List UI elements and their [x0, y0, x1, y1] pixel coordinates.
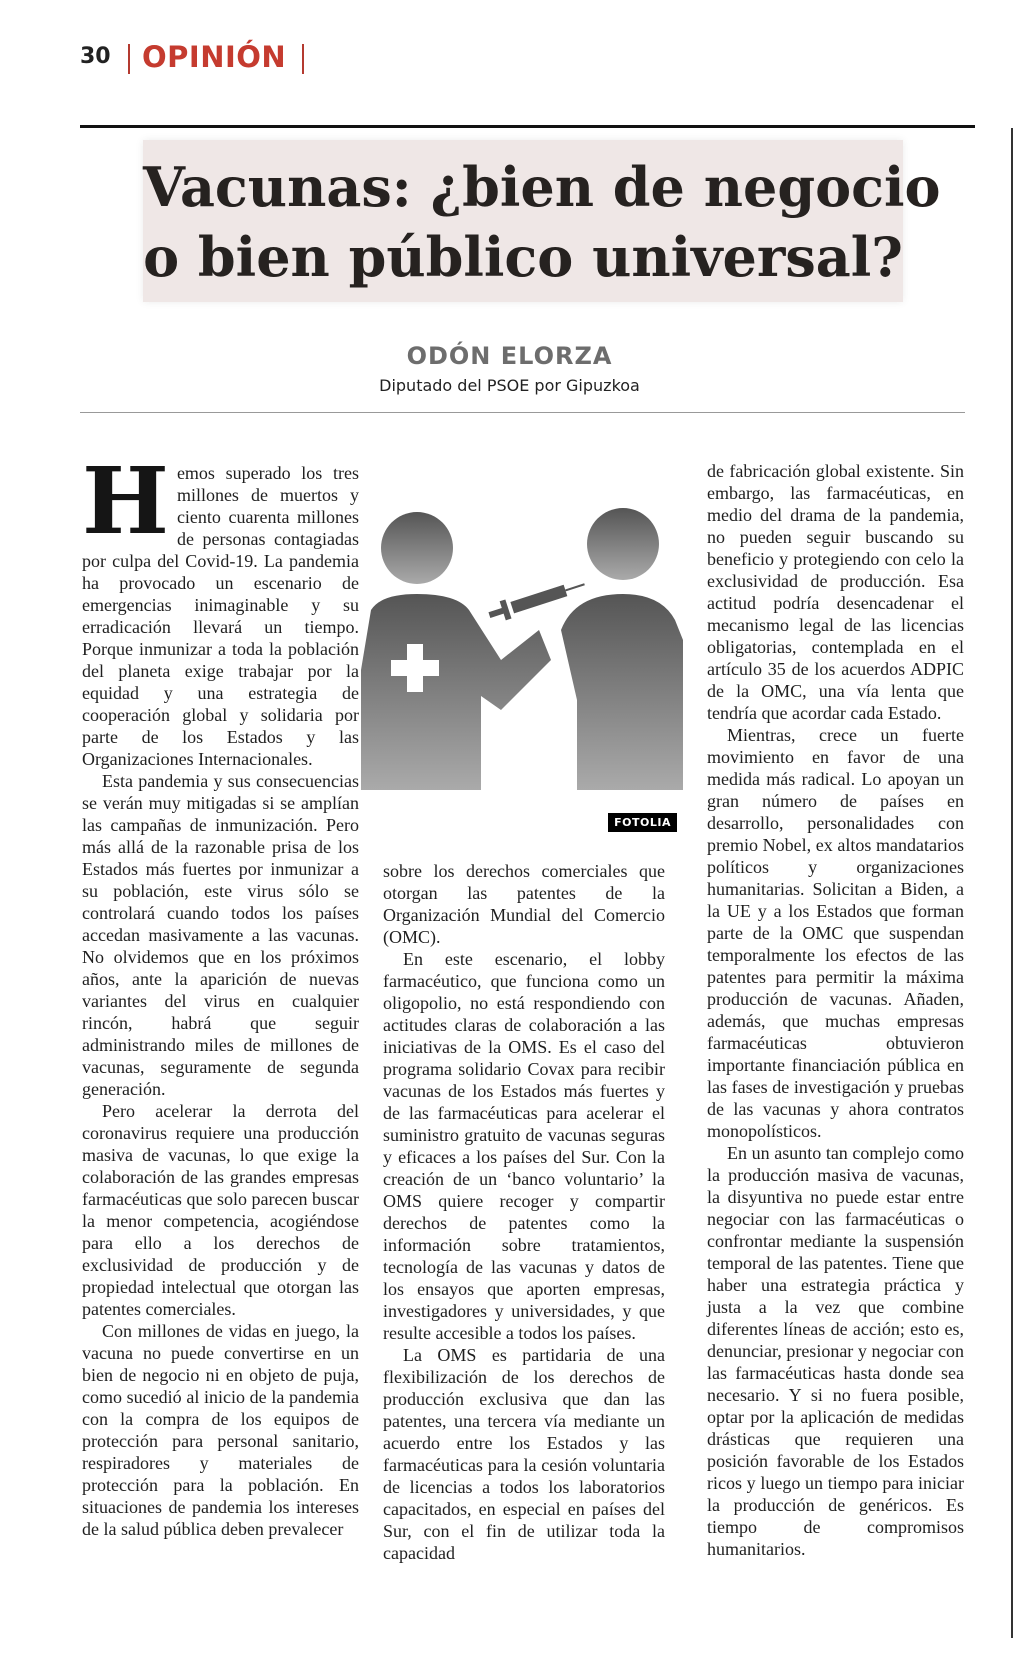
section-label: OPINIÓN	[142, 40, 287, 74]
doctor-head	[381, 512, 453, 584]
headline-box	[143, 140, 941, 302]
author-role: Diputado del PSOE por Gipuzkoa	[379, 376, 640, 395]
paragraph: Esta pandemia y sus consecuencias se verán muy mitigadas si se amplían las campañas de inmunización. Pero más allá de la razonable prisa de los Estados más fuertes por inmunizar a su población, este virus sólo se controlará cuando todos los países accedan masivamente a las vacunas. No olvidemos que en los próximos años, ante la aparición de nuevas variantes del virus en cualquier rincón, habrá que seguir administrando miles de millones de vacunas, seguramente de segunda generación.	[82, 771, 359, 1099]
article-column-1	[82, 447, 359, 1540]
headline: Vacunas: ¿bien de negocio	[143, 155, 941, 219]
article-column-3	[707, 460, 964, 1560]
headline: o bien público universal?	[143, 225, 903, 289]
paragraph: sobre los derechos comerciales que otorgan las patentes de la Organización Mundial del Comercio (OMC).	[383, 861, 665, 947]
paragraph: Pero acelerar la derrota del coronavirus requiere una producción masiva de vacunas, lo que exige la colaboración de las grandes empresas farmacéuticas que solo parecen buscar la menor competencia, acogiéndose para ello a los derechos de exclusividad de producción y de propiedad intelectual que otorgan las patentes comerciales.	[82, 1101, 359, 1319]
paragraph: Con millones de vidas en juego, la vacuna no puede convertirse en un bien de negocio ni en objeto de puja, como sucedió al inicio de la pandemia con la compra de los equipos de protección para personal sanitario, respiradores y materiales de protección para la población. En situaciones de pandemia los intereses de la salud pública deben prevalecer	[82, 1321, 359, 1539]
page-number: 30	[80, 44, 111, 69]
patient-head	[587, 508, 659, 580]
page-header	[80, 40, 980, 80]
photo-credit: FOTOLIA	[608, 813, 677, 832]
header-divider	[302, 44, 304, 74]
patient-body	[561, 594, 683, 790]
header-divider	[128, 44, 130, 74]
article-column-2	[383, 860, 665, 1564]
byline-rule	[80, 412, 965, 413]
dropcap: H	[82, 447, 169, 555]
paragraph-text: emos superado los tres millones de muertos y ciento cuarenta millones de personas contagiadas por culpa del Covid-19. La pandemia ha provocado un escenario de emergencias inimaginable y su erradicación llevará un tiempo. Porque inmunizar a toda la población del planeta exige trabajar por la equidad y una estrategia de cooperación global y solidaria por parte de los Estados y las Organizaciones Internacionales.	[82, 463, 359, 769]
medical-cross	[407, 644, 423, 692]
paragraph: La OMS es partidaria de una flexibilización de los derechos de producción exclusiva que dan las patentes, una tercera vía mediante un acuerdo entre los Estados y las farmacéuticas para la cesión voluntaria de licencias a todos los laboratorios capacitados, en especial en países del Sur, con el fin de utilizar toda la capacidad	[383, 1345, 665, 1563]
doctor-body	[361, 594, 551, 790]
vaccination-illustration	[361, 460, 683, 838]
paragraph	[82, 447, 359, 770]
paragraph: En este escenario, el lobby farmacéutico, que funciona como un oligopolio, no está respondiendo con actitudes claras de colaboración a las iniciativas de la OMS. Es el caso del programa solidario Covax para recibir vacunas de los Estados más fuertes y de las farmacéuticas para acelerar el suministro gratuito de vacunas seguras y eficaces a los países del Sur. Con la creación de un ‘banco voluntario’ la OMS quiere recoger y compartir derechos de patentes como la información sobre tratamientos, tecnología de las vacunas y datos de los ensayos que aporten empresas, investigadores y universidades, y que resulte accesible a todos los países.	[383, 949, 665, 1343]
header-rule	[80, 125, 975, 128]
vaccination-icon	[361, 460, 683, 838]
paragraph: En un asunto tan complejo como la producción masiva de vacunas, la disyuntiva no puede estar entre negociar con las farmacéuticas o confrontar mediante la suspensión temporal de las patentes. Tiene que haber una estrategia práctica y justa a la vez que combine diferentes líneas de acción; esto es, denunciar, presionar y negociar con las farmacéuticas hasta donde sea necesario. Y si no fuera posible, optar por la aplicación de medidas drásticas que requieren una posición favorable de los Estados ricos y luego un tiempo para iniciar la producción de genéricos. Es tiempo de compromisos humanitarios.	[707, 1143, 964, 1559]
paragraph: Mientras, crece un fuerte movimiento en favor de una medida más radical. Lo apoyan un gran número de países en desarrollo, personalidades con premio Nobel, ex altos mandatarios políticos y organizaciones humanitarias. Solicitan a Biden, a la UE y a los Estados que forman parte de la OMC que suspendan temporalmente los efectos de las patentes para permitir la máxima producción de vacunas. Añaden, además, que muchas empresas farmacéuticas obtuvieron importante financiación pública en las fases de investigación y pruebas de las vacunas y ahora contratos monopolísticos.	[707, 725, 964, 1141]
author-name: ODÓN ELORZA	[406, 342, 613, 370]
paragraph: de fabricación global existente. Sin embargo, las farmacéuticas, en medio del drama de la pandemia, no pueden seguir buscando su beneficio y protegiendo con celo la exclusividad de producción. Esa actitud podría desencadenar el mecanismo legal de las licencias obligatorias, contemplada en el artículo 35 de los acuerdos ADPIC de la OMC, una vía lenta que tendría que acordar cada Estado.	[707, 461, 964, 723]
